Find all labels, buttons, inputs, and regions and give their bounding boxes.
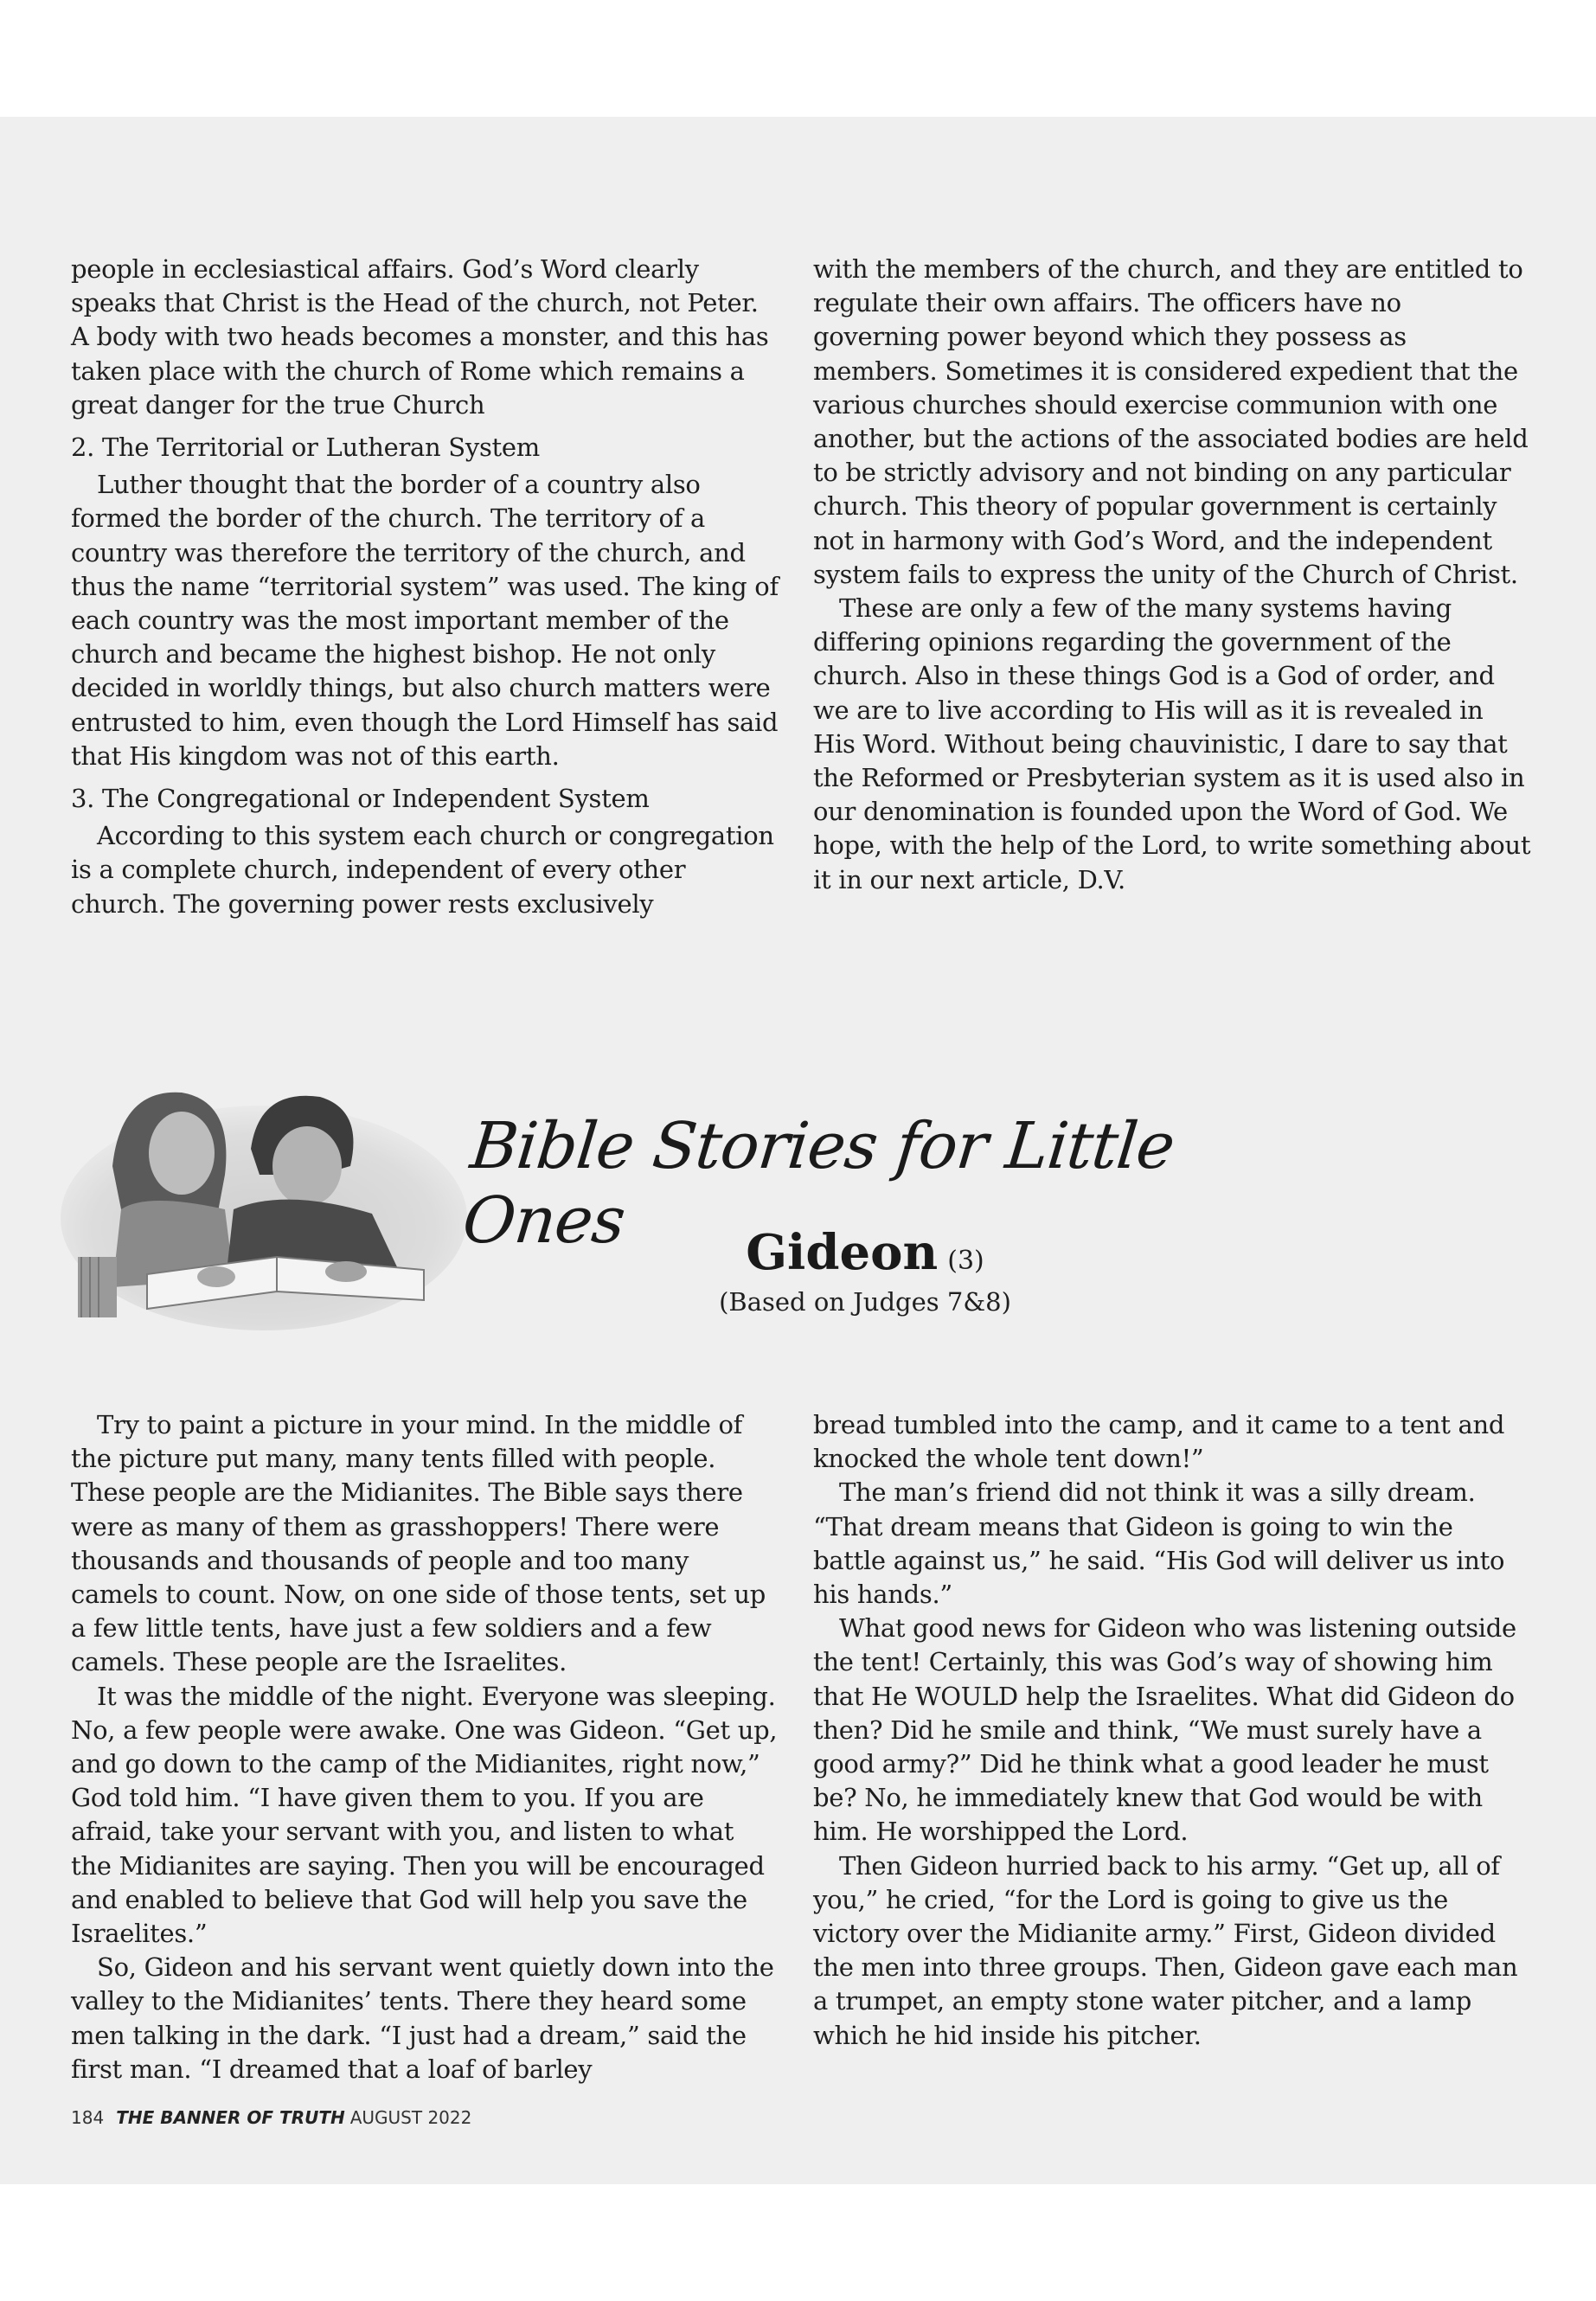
article-column-right — [813, 253, 1531, 897]
paragraph: What good news for Gideon who was listening outside the tent! Certainly, this was God’s way of showing him that He WOULD help the Israelites. What did Gideon do then? Did he smile and think, “We must surely have a good army?” Did he think what a good leader he must be? No, he immediately knew that God would be with him. He worshipped the Lord. — [813, 1613, 1516, 1847]
story-part-number: (3) — [947, 1246, 984, 1276]
story-heading — [606, 1224, 1125, 1281]
paragraph: Then Gideon hurried back to his army. “Get up, all of you,” he cried, “for the Lord is going to give us the victory over the Midianite army.” First, Gideon divided the men into three groups. Then, Gideon gave each man a trumpet, an empty stone water pitcher, and a lamp which he hid inside his pitcher. — [813, 1850, 1518, 2050]
paragraph: These are only a few of the many systems having differing opinions regarding the government of the church. Also in these things God is a God of order, and we are to live according to His will as it is revealed in His Word. Without being chauvinistic, I dare to say that the Reformed or Presbyterian system as it is used also in our denomination is founded upon the Word of God. We hope, with the help of the Lord, to write something about it in our next article, D.V. — [813, 593, 1531, 894]
story-title: Gideon — [746, 1224, 939, 1281]
paragraph: The man’s friend did not think it was a silly dream. “That dream means that Gideon is going to win the battle against us,” he said. “His God will deliver us into his hands.” — [813, 1477, 1505, 1610]
article-column-left — [71, 253, 780, 921]
paragraph: bread tumbled into the camp, and it came to a tent and knocked the whole tent down!” — [813, 1410, 1505, 1474]
page-number: 184 — [71, 2107, 105, 2128]
issue-date: AUGUST 2022 — [349, 2107, 472, 2128]
subheading-congregational: 3. The Congregational or Independent System — [71, 784, 650, 814]
story-column-right — [813, 1408, 1531, 2053]
story-column-left — [71, 1408, 780, 2086]
subheading-territorial: 2. The Territorial or Lutheran System — [71, 433, 540, 463]
paragraph: Luther thought that the border of a country also formed the border of the church. The territory of a country was therefore the territory of the church, and thus the name “territorial system” was used. The king of each country was the most important member of the church and became the highest bishop. He not only decided in worldly things, but also church matters were entrusted to him, even though the Lord Himself has said that His kingdom was not of this earth. — [71, 470, 779, 771]
paragraph: It was the middle of the night. Everyone was sleeping. No, a few people were awake. One was Gideon. “Get up, and go down to the camp of the Midianites, right now,” God told him. “I have given them to you. If you are afraid, take your servant with you, and listen to what the Midianites are saying. Then you will be encouraged and enabled to believe that God will help you save the Israelites.” — [71, 1681, 778, 1949]
page-footer — [71, 2107, 471, 2128]
section-title: Bible Stories for Little Ones — [458, 1109, 1178, 1258]
paragraph: Try to paint a picture in your mind. In the middle of the picture put many, many tents filled with people. These people are the Midianites. The Bible says there were as many of them as grasshoppers! There were thousands and thousands of people and too many camels to count. Now, on one side of those tents, set up a few little tents, have just a few soldiers and a few camels. These people are the Israelites. — [71, 1410, 766, 1677]
paragraph: people in ecclesiastical affairs. God’s Word clearly speaks that Christ is the Head of the church, not Peter. A body with two heads becomes a monster, and this has taken place with the church of Rome which remains a great danger for the true Church — [71, 254, 769, 420]
publication-name: THE BANNER OF TRUTH — [116, 2107, 345, 2128]
paragraph: According to this system each church or congregation is a complete church, independent of every other church. The governing power rests exclusively — [71, 821, 774, 919]
children-reading-photo — [61, 1071, 467, 1330]
story-scripture-source: (Based on Judges 7&8) — [719, 1287, 1011, 1317]
paragraph: So, Gideon and his servant went quietly down into the valley to the Midianites’ tents. There they heard some men talking in the dark. “I just had a dream,” said the first man. “I dreamed that a loaf of barley — [71, 1952, 774, 2084]
paragraph: with the members of the church, and they are entitled to regulate their own affairs. The officers have no governing power beyond which they possess as members. Sometimes it is considered expedient that the various churches should exercise communion with one another, but the actions of the associated bodies are held to be strictly advisory and not binding on any particular church. This theory of popular government is certainly not in harmony with God’s Word, and the independent system fails to express the unity of the Church of Christ. — [813, 254, 1529, 589]
